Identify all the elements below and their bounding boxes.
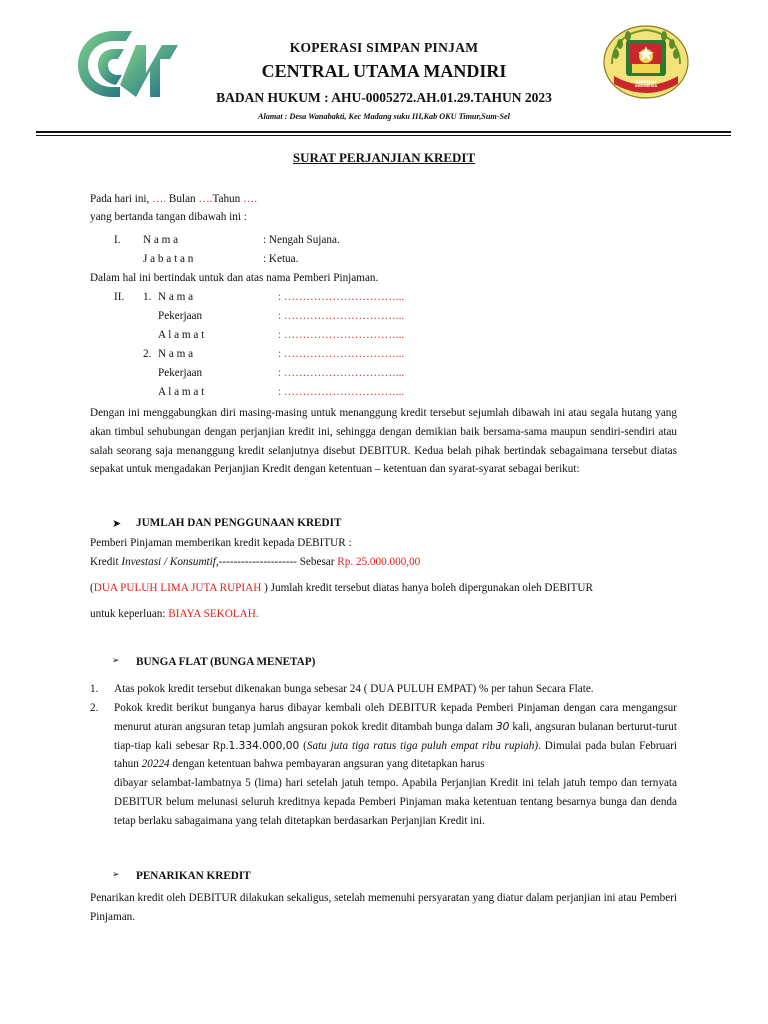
party2-debtor2-addr-label: A l a m a t bbox=[158, 386, 205, 398]
start-year: 20224 bbox=[141, 758, 170, 771]
section1-line1: Pemberi Pinjaman memberikan kredit kepada DEBITUR : bbox=[90, 537, 352, 549]
year-blank: …. bbox=[243, 193, 258, 205]
party2-debtor2-name-label: N a m a bbox=[158, 348, 194, 360]
credit-label: Kredit bbox=[90, 556, 122, 568]
party2-debtor1-job-value bbox=[278, 309, 404, 323]
address-line: Alamat : Desa Wanabakti, Kec Madang suku III,Kab OKU Timur,Sum-Sel bbox=[258, 112, 510, 121]
header-divider-thin bbox=[36, 135, 731, 136]
section1-purpose-line bbox=[90, 607, 259, 621]
section1-line2 bbox=[90, 555, 420, 569]
installment-amount: 1.334.000,00 bbox=[228, 739, 300, 752]
installment-amount-words: Satu juta tiga ratus tiga puluh empat ribu rupiah) bbox=[306, 739, 539, 752]
item2-text-a: Pokok kredit berikut bunganya harus dibayar kembali oleh DEBITUR kepada Pemberi Pinjaman dengan cara mengangsur menurut aturan angsuran tetap jumlah angsuran pokok kredit ditambah bunga dalam bbox=[114, 702, 677, 733]
item2-text-d: . Dimulai pada bulan Februari tahun bbox=[114, 739, 678, 771]
section3-bullet: ➢ bbox=[112, 870, 120, 880]
party2-debtor1-name-value bbox=[278, 290, 404, 304]
party1-name-value: : Nengah Sujana. bbox=[263, 234, 340, 246]
party2-debtor2-job-label: Pekerjaan bbox=[158, 367, 203, 379]
blank-field: …………………………... bbox=[283, 386, 405, 398]
intro-text-a: Pada hari ini, bbox=[90, 193, 153, 205]
item2-text-f: dibayar selambat-lambatnya 5 (lima) hari setelah jatuh tempo. Apabila Perjanjian Kredit ini telah jatuh tempo dan ternyata DEBITUR belum melunasi seluruh kreditnya kepada Pemberi Pinjaman maka ketentuan tentang besarnya bunga dan denda tetap berlaku sabagaimana yang telah ditetapkan berdasarkan Perjanjian Kredit ini. bbox=[114, 777, 677, 827]
item2-text-e: dengan ketentuan bahwa pembayaran angsuran yang ditetapkan harus bbox=[169, 758, 485, 771]
blank-field: …………………………... bbox=[283, 348, 405, 360]
party1-note: Dalam hal ini bertindak untuk dan atas nama Pemberi Pinjaman. bbox=[90, 272, 379, 284]
blank-field: …………………………... bbox=[283, 329, 405, 341]
party2-debtor1-addr-value bbox=[278, 328, 404, 342]
party2-debtor2-name-value bbox=[278, 347, 404, 361]
party2-debtor2-number: 2. bbox=[143, 348, 152, 360]
item2-text-c: ( bbox=[299, 739, 307, 752]
item2-text-b: kali, angsuran bulanan berturut-turut tiap-tiap kali sebesar Rp. bbox=[114, 720, 677, 752]
credit-type: Investasi / Konsumtif bbox=[121, 556, 216, 568]
section2-bullet: ➢ bbox=[112, 656, 120, 666]
credit-amount: Rp. 25.000.000,00 bbox=[337, 556, 421, 568]
credit-dash-text: ,--------------------- Sebesar bbox=[215, 556, 338, 568]
party1-role-value: : Ketua. bbox=[263, 253, 299, 265]
section1-line3 bbox=[90, 581, 593, 595]
party2-debtor1-job-label: Pekerjaan bbox=[158, 310, 203, 322]
emblem-ribbon-text: KOPERASI INDONESIA bbox=[634, 80, 658, 88]
party1-role-label: J a b a t a n bbox=[143, 253, 194, 265]
header-divider bbox=[36, 131, 731, 133]
blank-field: …………………………... bbox=[283, 310, 405, 322]
colon: : bbox=[278, 367, 284, 379]
legal-entity-number: BADAN HUKUM : AHU-0005272.AH.01.29.TAHUN 2023 bbox=[216, 90, 552, 105]
party2-debtor1-number: 1. bbox=[143, 291, 152, 303]
colon: : bbox=[278, 348, 284, 360]
section2-item1: Atas pokok kredit tersebut dikenakan bunga sebesar 24 ( DUA PULUH EMPAT) % per tahun Secara Flate. bbox=[114, 683, 594, 695]
section3-text: Penarikan kredit oleh DEBITUR dilakukan sekaligus, setelah memenuhi persyaratan yang diatur dalam perjanjian ini atau Pemberi Pinjaman. bbox=[90, 892, 677, 923]
paren-open: ( bbox=[90, 582, 94, 594]
section2-item2-number: 2. bbox=[90, 702, 99, 714]
section1-heading: JUMLAH DAN PENGGUNAAN KREDIT bbox=[136, 517, 342, 529]
section3-heading: PENARIKAN KREDIT bbox=[136, 870, 251, 882]
agreement-paragraph: Dengan ini menggabungkan diri masing-masing untuk menanggung kredit tersebut sejumlah dibawah ini atau segala hutang yang akan timbul sehubungan dengan perjanjian kredit ini, sehingga dengan demikian baik bersama-sama maupun sendiri-sendiri atau salah seorang saja menanggung kredit selanjutnya disebut DEBITUR. Kedua belah pihak bertindak sebagaimana tersebut diatas sepakat untuk mengadakan Perjanjian Kredit dengan ketentuan – ketentuan dan syarat-syarat sebagai berikut: bbox=[90, 407, 677, 476]
day-blank: …. bbox=[152, 193, 167, 205]
party1-name-label: N a m a bbox=[143, 234, 179, 246]
month-blank: …. bbox=[198, 193, 213, 205]
section1-line3-rest: ) Jumlah kredit tersebut diatas hanya boleh dipergunakan oleh DEBITUR bbox=[261, 582, 593, 594]
colon: : bbox=[278, 329, 284, 341]
intro-text-b: Bulan bbox=[166, 193, 199, 205]
party2-number: II. bbox=[114, 291, 125, 303]
intro-signers-line: yang bertanda tangan dibawah ini : bbox=[90, 211, 247, 223]
colon: : bbox=[278, 310, 284, 322]
section1-bullet: ➤ bbox=[112, 517, 122, 530]
document-title: SURAT PERJANJIAN KREDIT bbox=[292, 150, 476, 165]
section2-heading: BUNGA FLAT (BUNGA MENETAP) bbox=[136, 656, 316, 668]
colon: : bbox=[278, 386, 284, 398]
party2-debtor1-name-label: N a m a bbox=[158, 291, 194, 303]
party2-debtor2-addr-value bbox=[278, 385, 404, 399]
installment-count: 30 bbox=[495, 720, 510, 733]
colon: : bbox=[278, 291, 284, 303]
intro-text-c: Tahun bbox=[212, 193, 244, 205]
section2-item1-number: 1. bbox=[90, 683, 99, 695]
party1-number: I. bbox=[114, 234, 121, 246]
party2-debtor1-addr-label: A l a m a t bbox=[158, 329, 205, 341]
org-line-1: KOPERASI SIMPAN PINJAM bbox=[289, 40, 479, 55]
section2-item2 bbox=[114, 699, 677, 831]
purpose-value: BIAYA SEKOLAH. bbox=[168, 608, 259, 620]
purpose-label: untuk keperluan: bbox=[90, 608, 169, 620]
party2-debtor2-job-value bbox=[278, 366, 404, 380]
blank-field: …………………………... bbox=[283, 291, 405, 303]
blank-field: …………………………... bbox=[283, 367, 405, 379]
intro-date-line bbox=[90, 192, 257, 206]
org-line-2: CENTRAL UTAMA MANDIRI bbox=[261, 61, 507, 81]
amount-in-words: DUA PULUH LIMA JUTA RUPIAH bbox=[93, 582, 262, 594]
